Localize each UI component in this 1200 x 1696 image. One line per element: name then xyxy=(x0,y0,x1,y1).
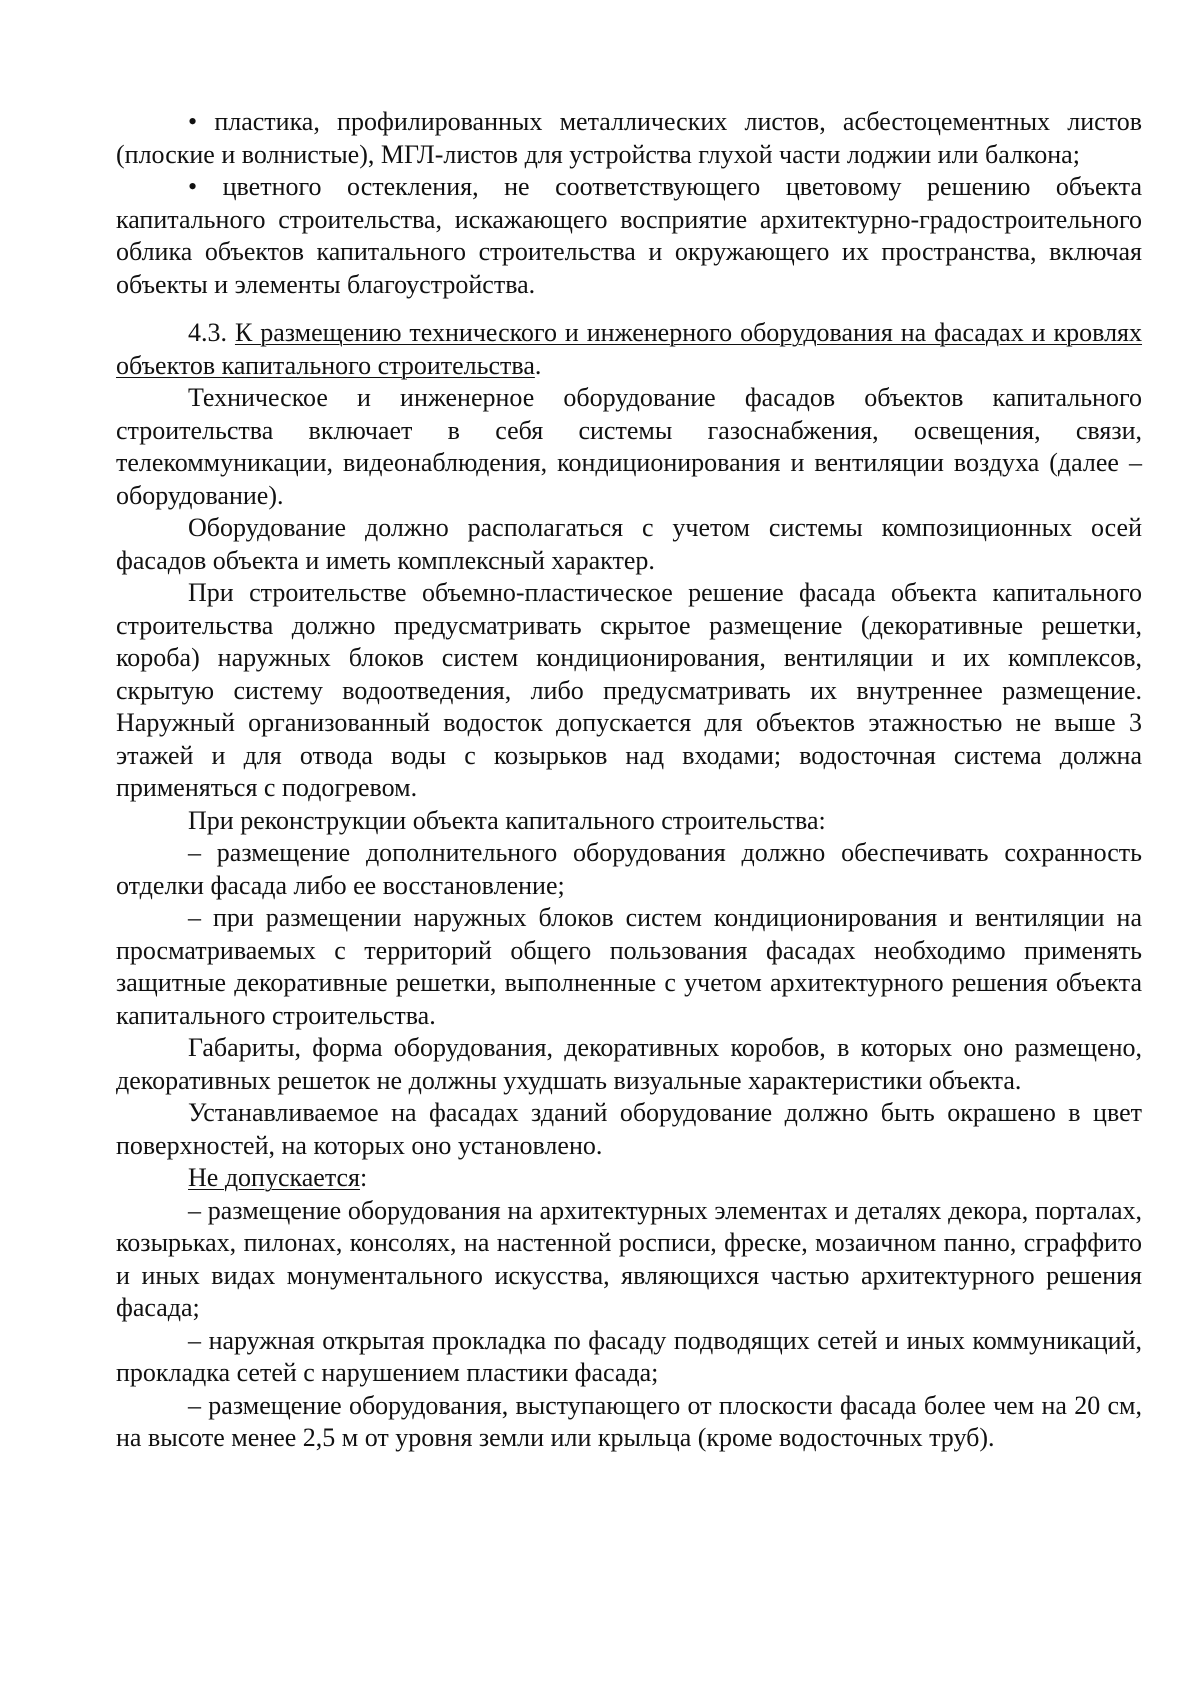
prohibited-label: Не допускается xyxy=(188,1163,360,1192)
paragraph-composition-axes: Оборудование должно располагаться с учетом системы композиционных осей фасадов объекта и иметь комплексный характер. xyxy=(116,513,1142,575)
paragraph-color: Устанавливаемое на фасадах зданий оборудование должно быть окрашено в цвет поверхностей, на которых оно установлено. xyxy=(116,1098,1142,1160)
prohibited-heading xyxy=(116,1162,1142,1195)
paragraph-construction: При строительстве объемно-пластическое решение фасада объекта капитального строительства должно предусматривать скрытое размещение (декоративные решетки, короба) наружных блоков систем кондиционирования, вентиляции и их комплексов, скрытую систему водоотведения, либо предусматривать их внутреннее размещение. Наружный организованный водосток допускается для объектов этажностью не выше 3 этажей и для отвода воды с козырьков над входами; водосточная система должна применяться с подогревом. xyxy=(116,578,1142,802)
document-page xyxy=(116,106,1142,1455)
bullet-colored-glazing: • цветного остекления, не соответствующего цветовому решению объекта капитального строительства, искажающего восприятие архитектурно-градостроительного облика объектов капитального строительства и окружающего их пространства, включая объекты и элементы благоустройства. xyxy=(116,172,1142,299)
list-item-prohibited-1: – размещение оборудования на архитектурных элементах и деталях декора, порталах, козырьках, пилонах, консолях, на настенной росписи, фреске, мозаичном панно, сграффито и иных видах монументального искусства, являющихся частью архитектурного решения фасада; xyxy=(116,1195,1142,1322)
section-number: 4.3. xyxy=(188,318,227,347)
paragraph-reconstruction: При реконструкции объекта капитального строительства: xyxy=(188,805,826,835)
paragraph-equipment-definition: Техническое и инженерное оборудование фасадов объектов капитального строительства включает в себя системы газоснабжения, освещения, связи, телекоммуникации, видеонаблюдения, кондиционирования и вентиляции воздуха (далее – оборудование). xyxy=(116,383,1142,510)
section-heading-end: . xyxy=(534,350,542,380)
list-item-prohibited-3: – размещение оборудования, выступающего от плоскости фасада более чем на 20 см, на высоте менее 2,5 м от уровня земли или крыльца (кроме водосточных труб). xyxy=(116,1390,1142,1452)
section-heading-text: К размещению технического и инженерного оборудования на фасадах и кровлях объектов капитального строительства xyxy=(116,318,1143,380)
prohibited-label-end: : xyxy=(360,1163,368,1192)
section-heading xyxy=(116,317,1142,382)
bullet-plastic: • пластика, профилированных металлических листов, асбестоцементных листов (плоские и волнистые), МГЛ-листов для устройства глухой части лоджии или балкона; xyxy=(116,107,1142,169)
paragraph-dimensions: Габариты, форма оборудования, декоративных коробов, в которых оно размещено, декоративных решеток не должны ухудшать визуальные характеристики объекта. xyxy=(116,1033,1142,1095)
list-item-reconstruction-2: – при размещении наружных блоков систем кондиционирования и вентиляции на просматриваемых с территорий общего пользования фасадах необходимо применять защитные декоративные решетки, выполненные с учетом архитектурного решения объекта капитального строительства. xyxy=(116,903,1142,1030)
list-item-prohibited-2: – наружная открытая прокладка по фасаду подводящих сетей и иных коммуникаций, прокладка сетей с нарушением пластики фасада; xyxy=(116,1325,1142,1387)
list-item-reconstruction-1: – размещение дополнительного оборудования должно обеспечивать сохранность отделки фасада либо ее восстановление; xyxy=(116,838,1142,900)
